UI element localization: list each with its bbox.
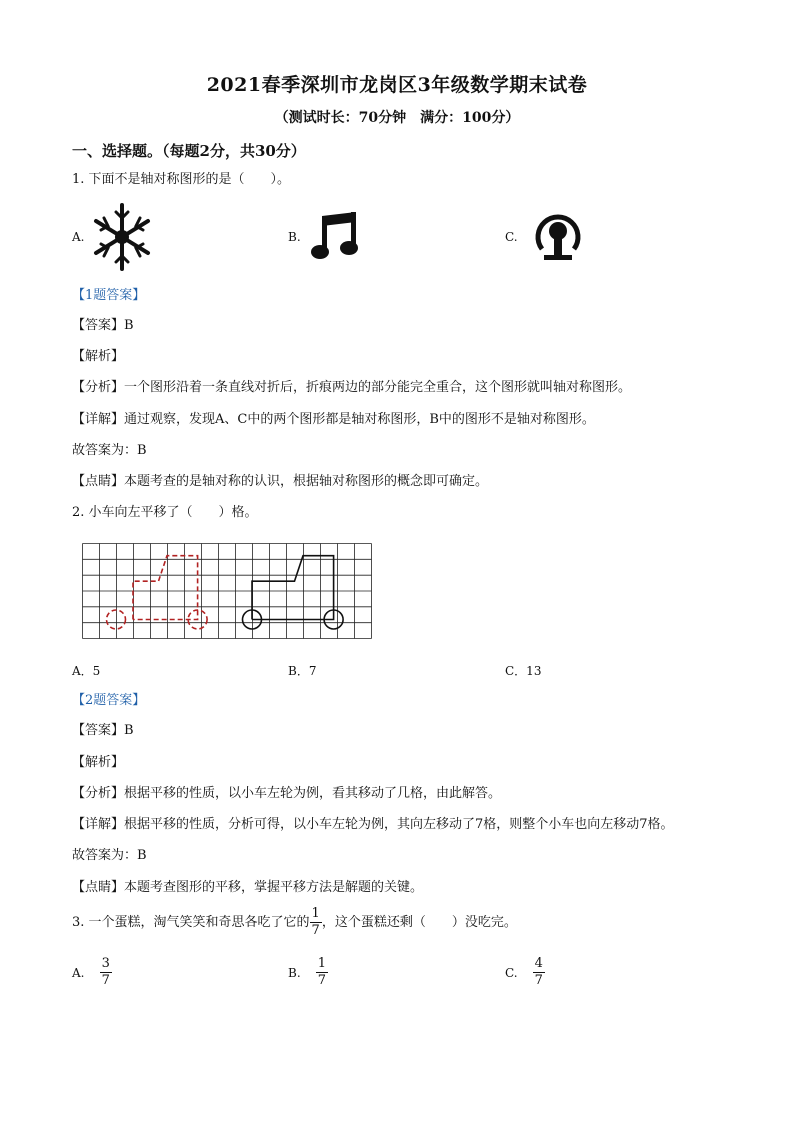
fraction-numerator: 1: [317, 956, 327, 971]
q3-option-c-fraction: [533, 956, 545, 989]
q2-answer-header: 【2题答案】: [72, 693, 146, 708]
music-note-icon: [310, 210, 362, 266]
q2-answer: 【答案】B: [72, 723, 134, 738]
q2-option-b: B．7: [288, 664, 317, 678]
q1-option-a-label: A.: [72, 230, 85, 244]
q1-option-b-label: B.: [288, 230, 301, 244]
q2-xiangjie: 【详解】根据平移的性质，分析可得，以小车左轮为例，其向左移动了7格，则整个小车也向左移动7格。: [72, 817, 674, 832]
page-title: 2021春季深圳市龙岗区3年级数学期末试卷: [206, 74, 588, 96]
q1-answer: 【答案】B: [72, 318, 134, 333]
railway-logo-icon: [530, 207, 586, 269]
page-subtitle: （测试时长：70分钟 满分：100分）: [274, 110, 520, 126]
q2-option-c: C．13: [505, 664, 542, 678]
q1-fenxi: 【分析】一个图形沿着一条直线对折后，折痕两边的部分能完全重合，这个图形就叫轴对称图形。: [72, 380, 632, 395]
original-car: [243, 556, 344, 629]
q3-option-b: [288, 956, 328, 989]
q2-conclusion: 故答案为：B: [72, 848, 147, 863]
q3-option-a-fraction: [100, 956, 112, 989]
q1-analysis-header: 【解析】: [72, 349, 125, 364]
q1-option-c-label: C.: [505, 230, 518, 244]
fraction-denominator: 7: [101, 973, 110, 988]
q3-option-a-label: A.: [72, 966, 85, 980]
snowflake-icon: [92, 202, 152, 276]
q1-conclusion: 故答案为：B: [72, 443, 147, 458]
q3-option-a: [72, 956, 112, 989]
q1-xiangjie: 【详解】通过观察，发现A、C中的两个图形都是轴对称图形，B中的图形不是轴对称图形。: [72, 412, 595, 427]
q3-option-c: [505, 956, 545, 989]
q3-option-b-label: B.: [288, 966, 301, 980]
q3-option-c-label: C.: [505, 966, 518, 980]
q3-stem-post: ，这个蛋糕还剩（ ）没吃完。: [321, 915, 517, 930]
translated-car: [107, 556, 208, 629]
fraction-numerator: 3: [101, 956, 110, 971]
q2-dianjing: 【点睛】本题考查图形的平移，掌握平移方法是解题的关键。: [72, 880, 424, 895]
fraction-denominator: 7: [317, 973, 327, 988]
fraction-denominator: 7: [534, 973, 543, 988]
section-heading: 一、选择题。（每题2分，共30分）: [72, 142, 306, 160]
q2-option-a: A．5: [72, 664, 101, 678]
fraction-denominator: 7: [311, 923, 320, 938]
q3-stem-fraction: [310, 906, 322, 939]
q1-dianjing: 【点睛】本题考查的是轴对称的认识，根据轴对称图形的概念即可确定。: [72, 474, 489, 489]
fraction-numerator: 1: [311, 906, 320, 921]
q2-fenxi: 【分析】根据平移的性质，以小车左轮为例，看其移动了几格，由此解答。: [72, 786, 502, 801]
q2-analysis-header: 【解析】: [72, 755, 125, 770]
q3-stem: [72, 903, 517, 943]
q1-answer-header: 【1题答案】: [72, 288, 146, 303]
translation-grid: [82, 543, 372, 643]
q3-stem-pre: 3. 一个蛋糕，淘气笑笑和奇思各吃了它的: [72, 915, 310, 930]
q3-option-b-fraction: [316, 956, 328, 989]
fraction-numerator: 4: [534, 956, 543, 971]
translation-grid-figure: [82, 543, 372, 647]
q2-stem: 2. 小车向左平移了（ ）格。: [72, 505, 258, 520]
q1-stem: 1. 下面不是轴对称图形的是（ ）。: [72, 172, 291, 187]
